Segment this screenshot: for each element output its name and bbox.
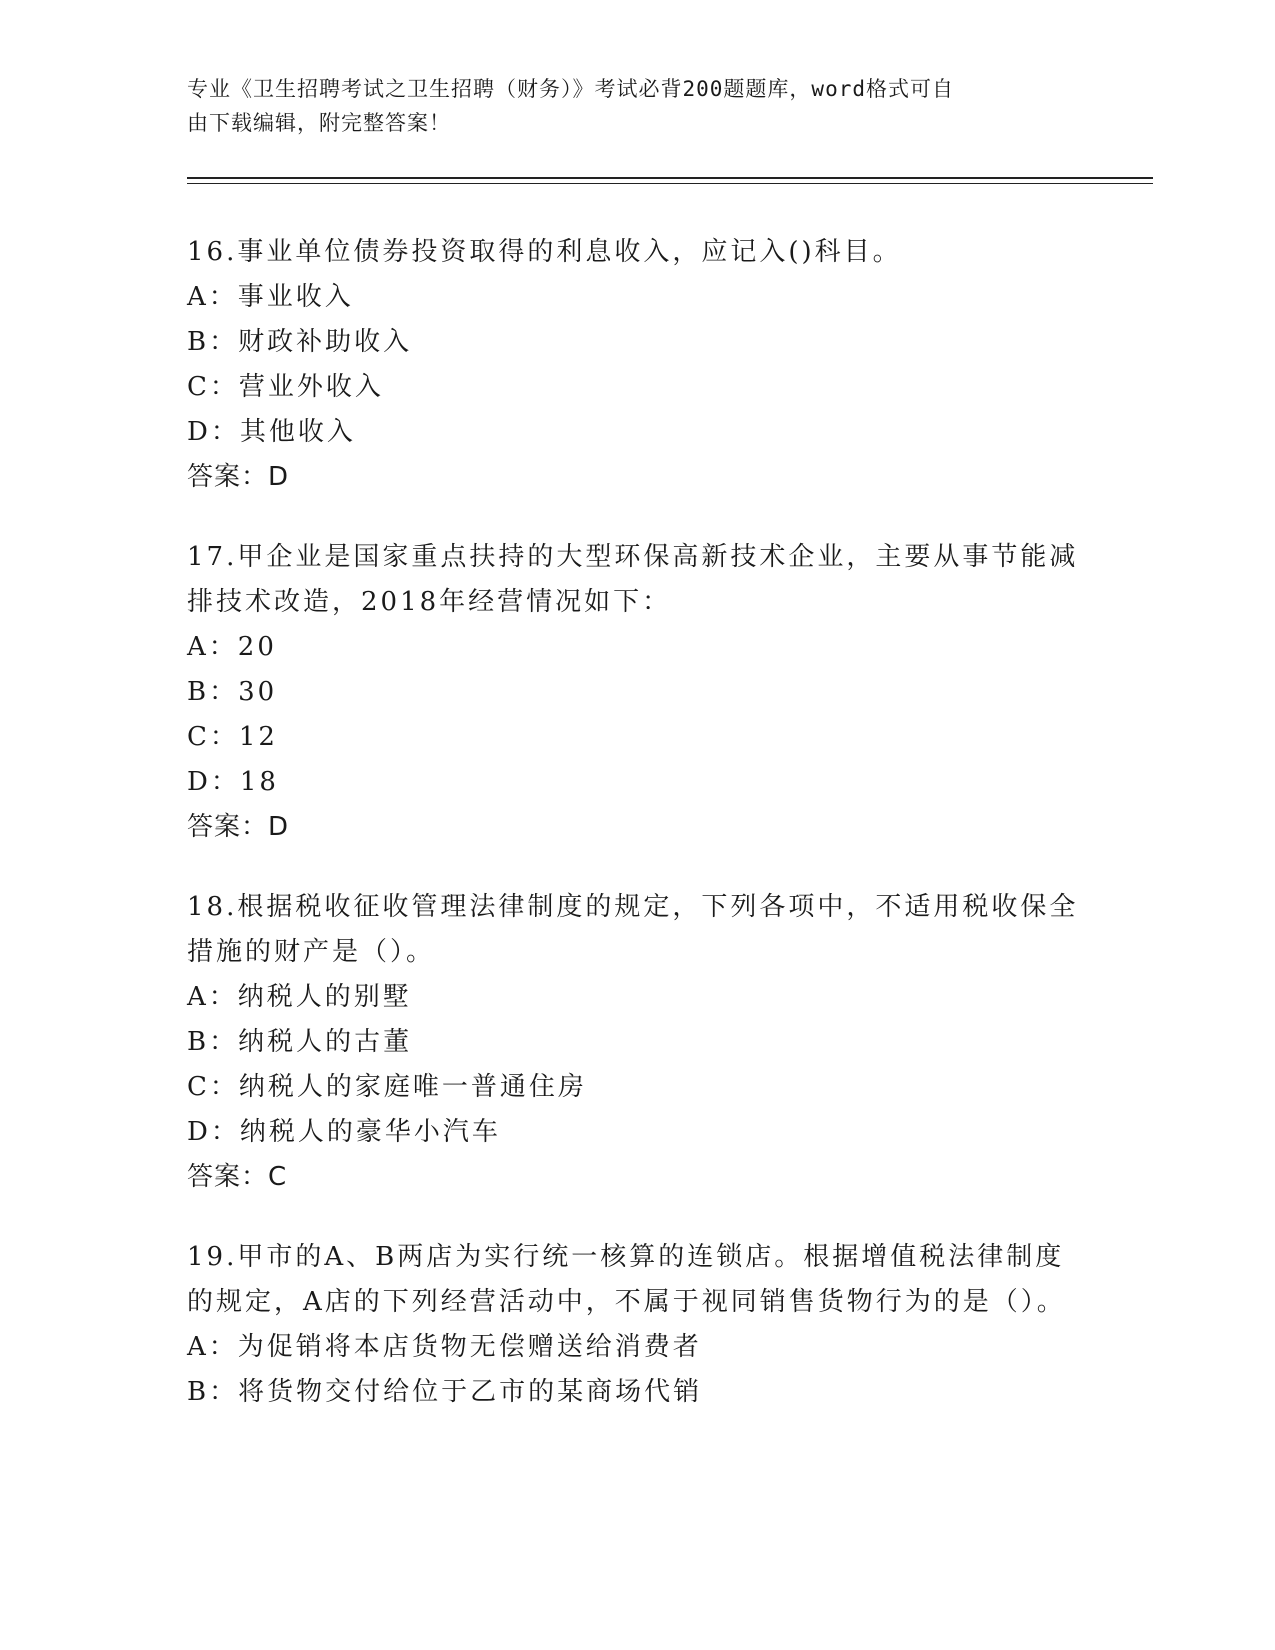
option-c: C：纳税人的家庭唯一普通住房 [187,1072,587,1102]
question-17 [187,535,1087,850]
answer: 答案：C [187,1162,288,1192]
question-18 [187,885,1087,1200]
option-b: B：财政补助收入 [187,327,413,357]
question-text-line-2: 措施的财产是（）。 [187,937,436,967]
option-c: C：12 [187,722,278,752]
option-d: D：纳税人的豪华小汽车 [187,1117,501,1147]
question-text: 16.事业单位债券投资取得的利息收入，应记入()科目。 [187,237,902,267]
answer: 答案：D [187,462,290,492]
option-a: A：事业收入 [187,282,354,312]
question-list [187,230,1087,1450]
option-a: A：20 [187,632,277,662]
question-text-line-2: 排技术改造，2018年经营情况如下： [187,587,672,617]
question-text-line-1: 19.甲市的A、B两店为实行统一核算的连锁店。根据增值税法律制度 [187,1242,1065,1272]
question-text-line-1: 17.甲企业是国家重点扶持的大型环保高新技术企业，主要从事节能减 [187,542,1079,572]
option-b: B：纳税人的古董 [187,1027,413,1057]
option-a: A：为促销将本店货物无偿赠送给消费者 [187,1332,702,1362]
option-b: B：30 [187,677,278,707]
option-a: A：纳税人的别墅 [187,982,412,1012]
question-text-line-2: 的规定，A店的下列经营活动中，不属于视同销售货物行为的是（）。 [187,1287,1066,1317]
option-c: C：营业外收入 [187,372,384,402]
header-line-1: 专业《卫生招聘考试之卫生招聘（财务）》考试必背200题题库，word格式可自 [187,77,954,101]
option-d: D：其他收入 [187,417,356,447]
header-line-2: 由下载编辑，附完整答案！ [187,111,451,135]
option-b: B：将货物交付给位于乙市的某商场代销 [187,1377,703,1407]
question-text-line-1: 18.根据税收征收管理法律制度的规定，下列各项中，不适用税收保全 [187,892,1079,922]
question-19 [187,1235,1087,1415]
option-d: D：18 [187,767,279,797]
header-divider-thin [187,183,1153,184]
answer: 答案：D [187,812,290,842]
question-16 [187,230,1087,500]
document-header [187,72,1067,140]
header-divider-thick [187,177,1153,179]
